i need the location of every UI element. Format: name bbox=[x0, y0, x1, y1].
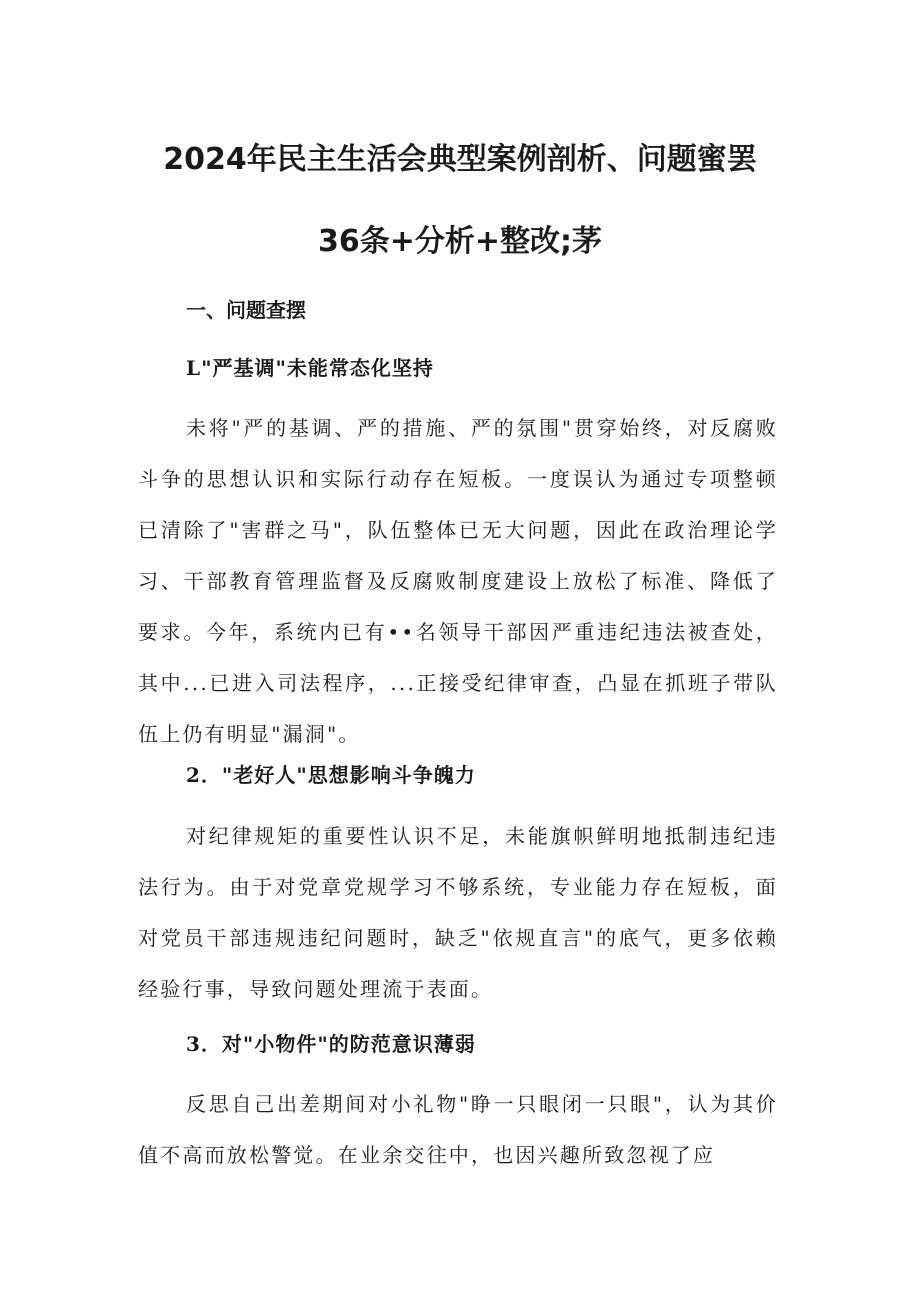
document-title-line-2: 36条+分析+整改;茅 bbox=[317, 224, 603, 259]
item-heading-2: 2．"老好人"思想影响斗争魄力 bbox=[186, 763, 476, 787]
section-heading-problems: 一、问题查摆 bbox=[186, 298, 306, 322]
item-body-1: 未将"严的基调、严的措施、严的氛围"贯穿始终，对反腐败斗争的思想认识和实际行动存在短板。一度误认为通过专项整顿已清除了"害群之马"，队伍整体已无大问题，因此在政治理论学习、干部教育管理监督及反腐败制度建设上放松了标准、降低了要求。今年，系统内已有••名领导干部因严重违纪违法被查处，其中...已进入司法程序，...正接受纪律审查，凸显在抓班子带队伍上仍有明显"漏洞"。 bbox=[138, 416, 778, 746]
item-body-2: 对纪律规矩的重要性认识不足，未能旗帜鲜明地抵制违纪违法行为。由于对党章党规学习不够系统，专业能力存在短板，面对党员干部违规违纪问题时，缺乏"依规直言"的底气，更多依赖经验行事，导致问题处理流于表面。 bbox=[138, 824, 778, 1001]
item-heading-3: 3．对"小物件"的防范意识薄弱 bbox=[186, 1032, 476, 1056]
item-body-3: 反思自己出差期间对小礼物"睁一只眼闭一只眼"，认为其价值不高而放松警觉。在业余交往中，也因兴趣所致忽视了应 bbox=[138, 1092, 778, 1167]
document-title-line-1: 2024年民主生活会典型案例剖析、问题蜜罢 bbox=[163, 142, 757, 177]
item-heading-1: L"严基调"未能常态化坚持 bbox=[186, 356, 434, 380]
